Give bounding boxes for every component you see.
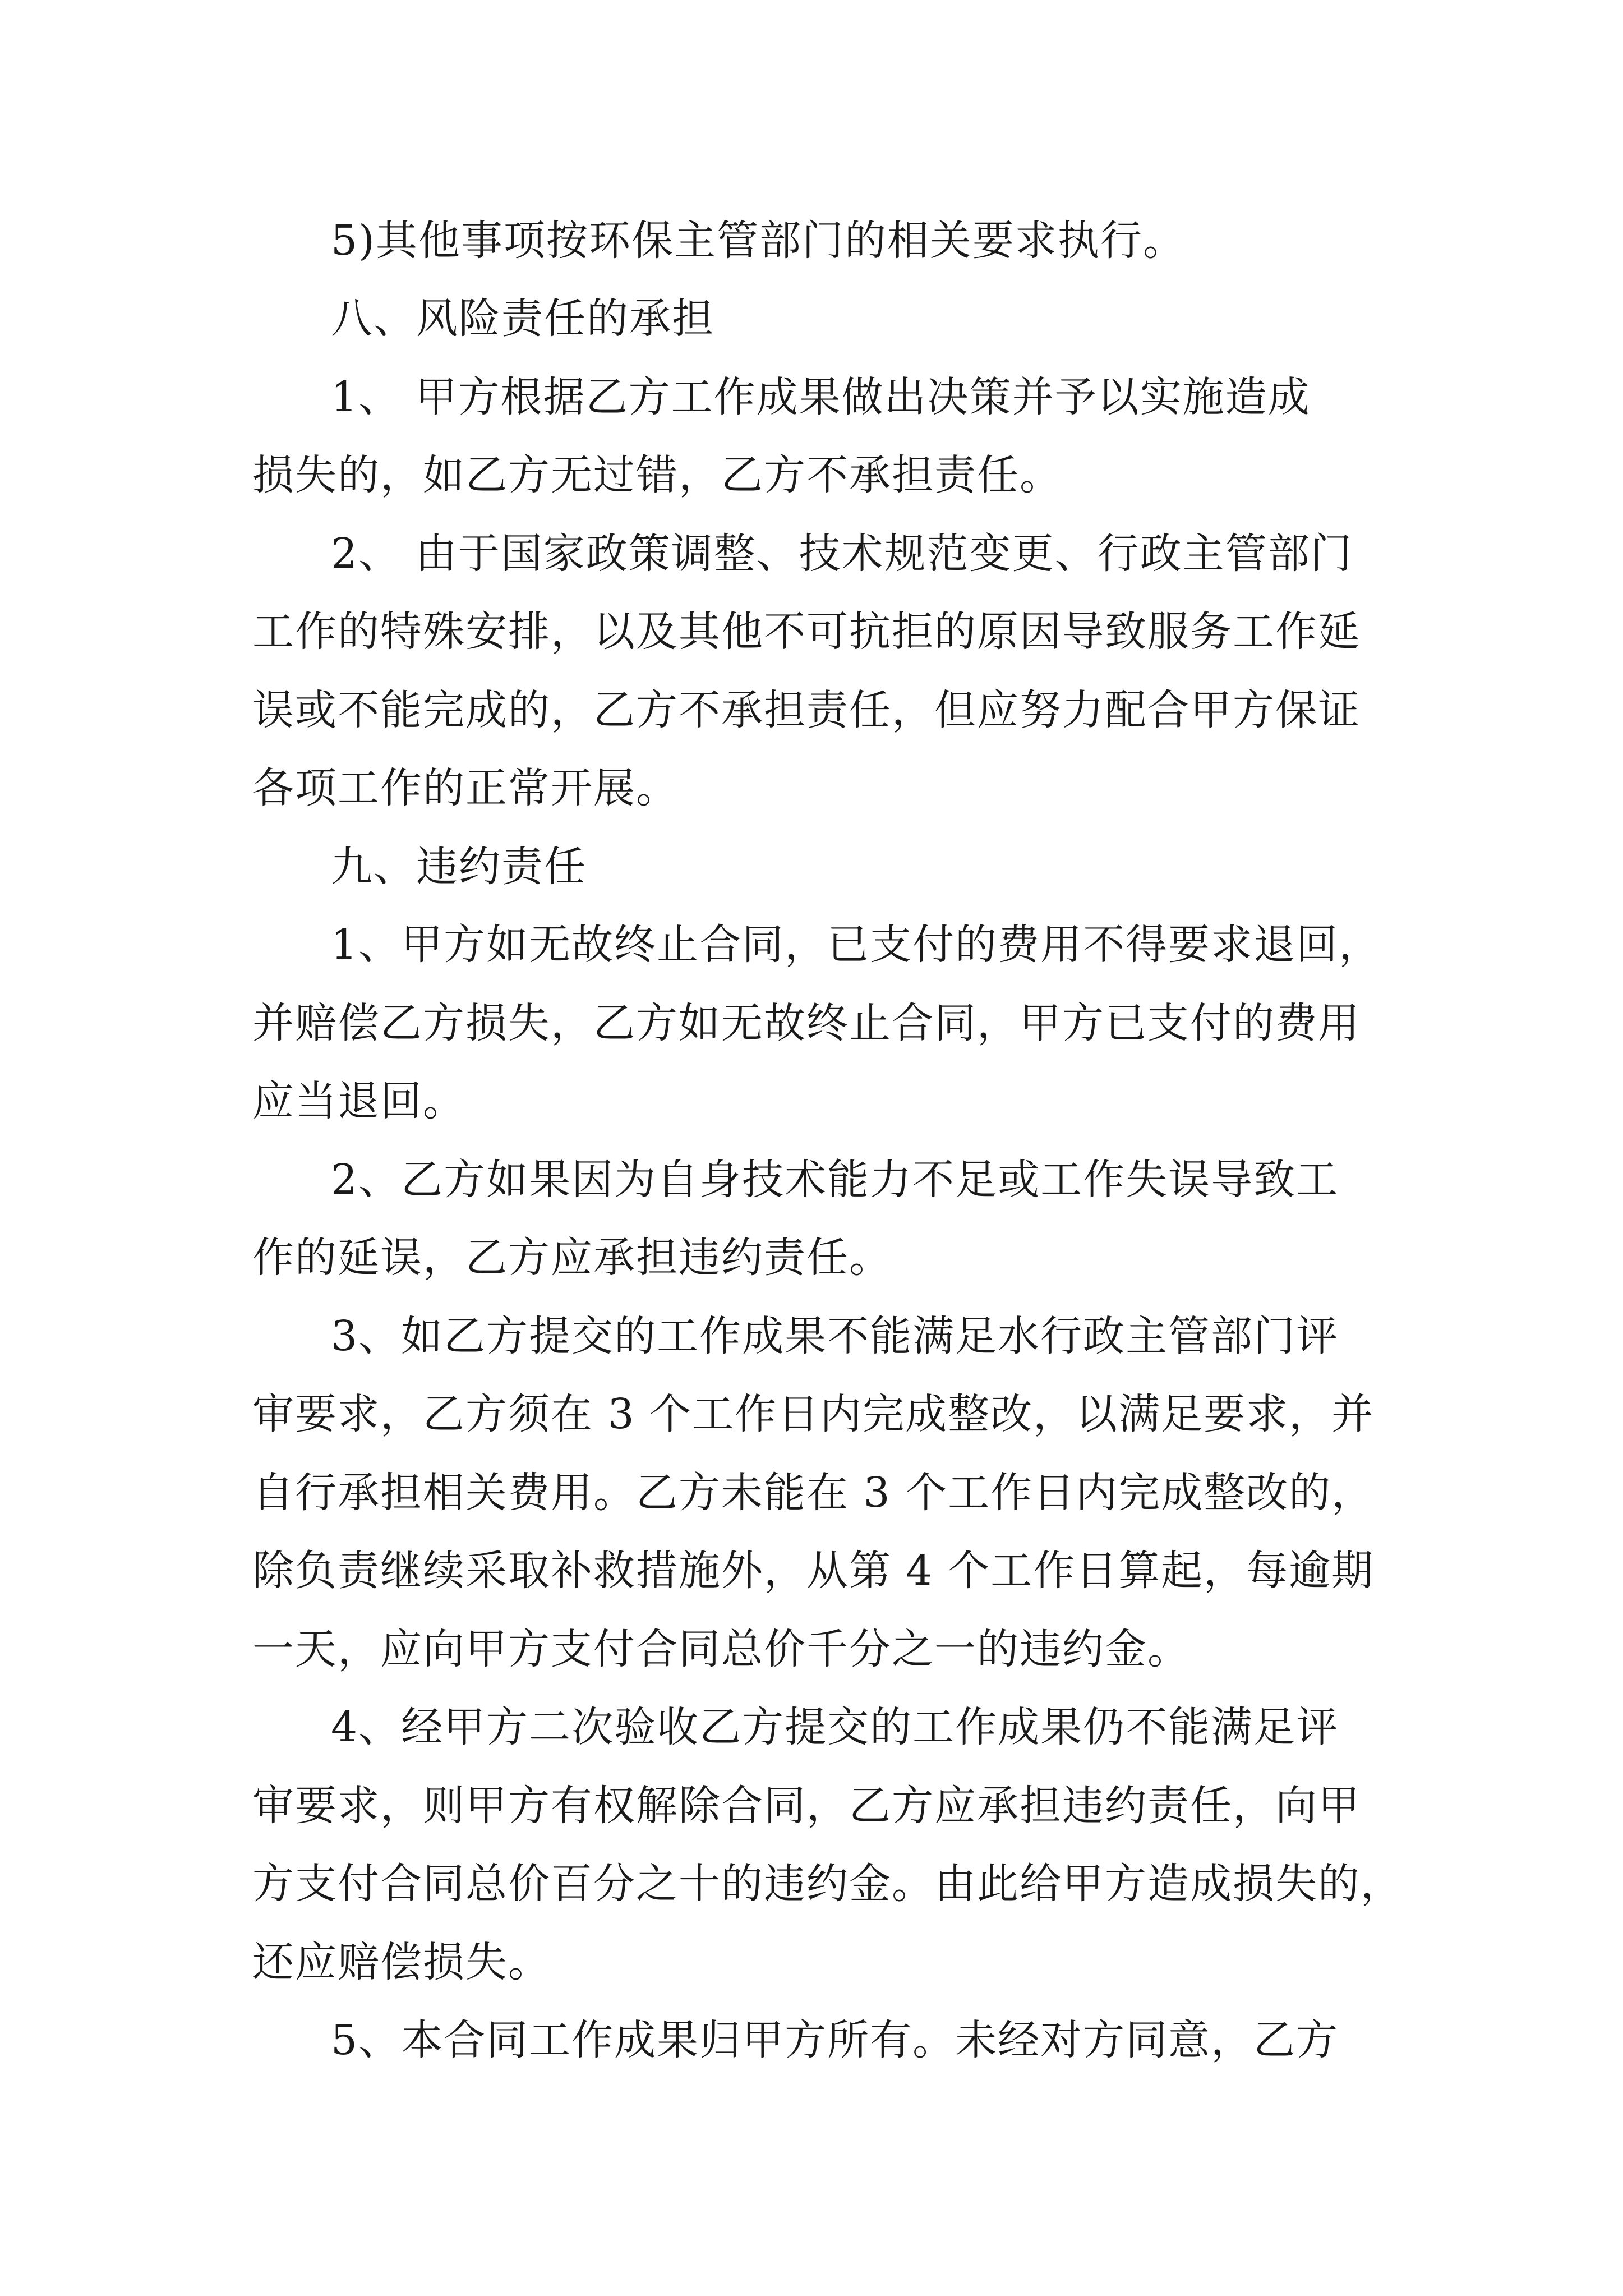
text-line: 1、甲方如无故终止合同，已支付的费用不得要求退回， bbox=[331, 921, 1382, 969]
text-line: 损失的，如乙方无过错，乙方不承担责任。 bbox=[252, 451, 1062, 499]
text-line: 并赔偿乙方损失，乙方如无故终止合同，甲方已支付的费用 bbox=[252, 999, 1361, 1047]
text-line: 应当退回。 bbox=[252, 1077, 465, 1125]
text-line: 工作的特殊安排，以及其他不可抗拒的原因导致服务工作延 bbox=[252, 608, 1361, 656]
text-line: 2、 由于国家政策调整、技术规范变更、行政主管部门 bbox=[331, 530, 1353, 578]
text-line: 误或不能完成的，乙方不承担责任，但应努力配合甲方保证 bbox=[252, 686, 1361, 734]
section-heading: 八、风险责任的承担 bbox=[331, 295, 714, 343]
text-line: 除负责继续采取补救措施外，从第 4 个工作日算起，每逾期 bbox=[252, 1547, 1375, 1595]
text-line: 审要求，乙方须在 3 个工作日内完成整改，以满足要求，并 bbox=[252, 1390, 1375, 1438]
text-line: 各项工作的正常开展。 bbox=[252, 764, 679, 812]
text-line: 4、经甲方二次验收乙方提交的工作成果仍不能满足评 bbox=[331, 1703, 1339, 1751]
text-line: 5、本合同工作成果归甲方所有。未经对方同意，乙方 bbox=[331, 2016, 1339, 2064]
text-line: 方支付合同总价百分之十的违约金。由此给甲方造成损失的， bbox=[252, 1860, 1403, 1908]
text-line: 3、如乙方提交的工作成果不能满足水行政主管部门评 bbox=[331, 1312, 1339, 1360]
text-line: 一天，应向甲方支付合同总价千分之一的违约金。 bbox=[252, 1625, 1190, 1673]
text-line: 自行承担相关费用。乙方未能在 3 个工作日内完成整改的， bbox=[252, 1469, 1375, 1517]
text-line: 1、 甲方根据乙方工作成果做出决策并予以实施造成 bbox=[331, 373, 1311, 421]
text-line: 审要求，则甲方有权解除合同，乙方应承担违约责任，向甲 bbox=[252, 1782, 1361, 1830]
text-line: 2、乙方如果因为自身技术能力不足或工作失误导致工 bbox=[331, 1156, 1339, 1204]
text-line: 还应赔偿损失。 bbox=[252, 1938, 551, 1986]
section-heading: 九、违约责任 bbox=[331, 843, 587, 891]
text-line: 5)其他事项按环保主管部门的相关要求执行。 bbox=[331, 217, 1186, 265]
text-line: 作的延误，乙方应承担违约责任。 bbox=[252, 1234, 892, 1282]
